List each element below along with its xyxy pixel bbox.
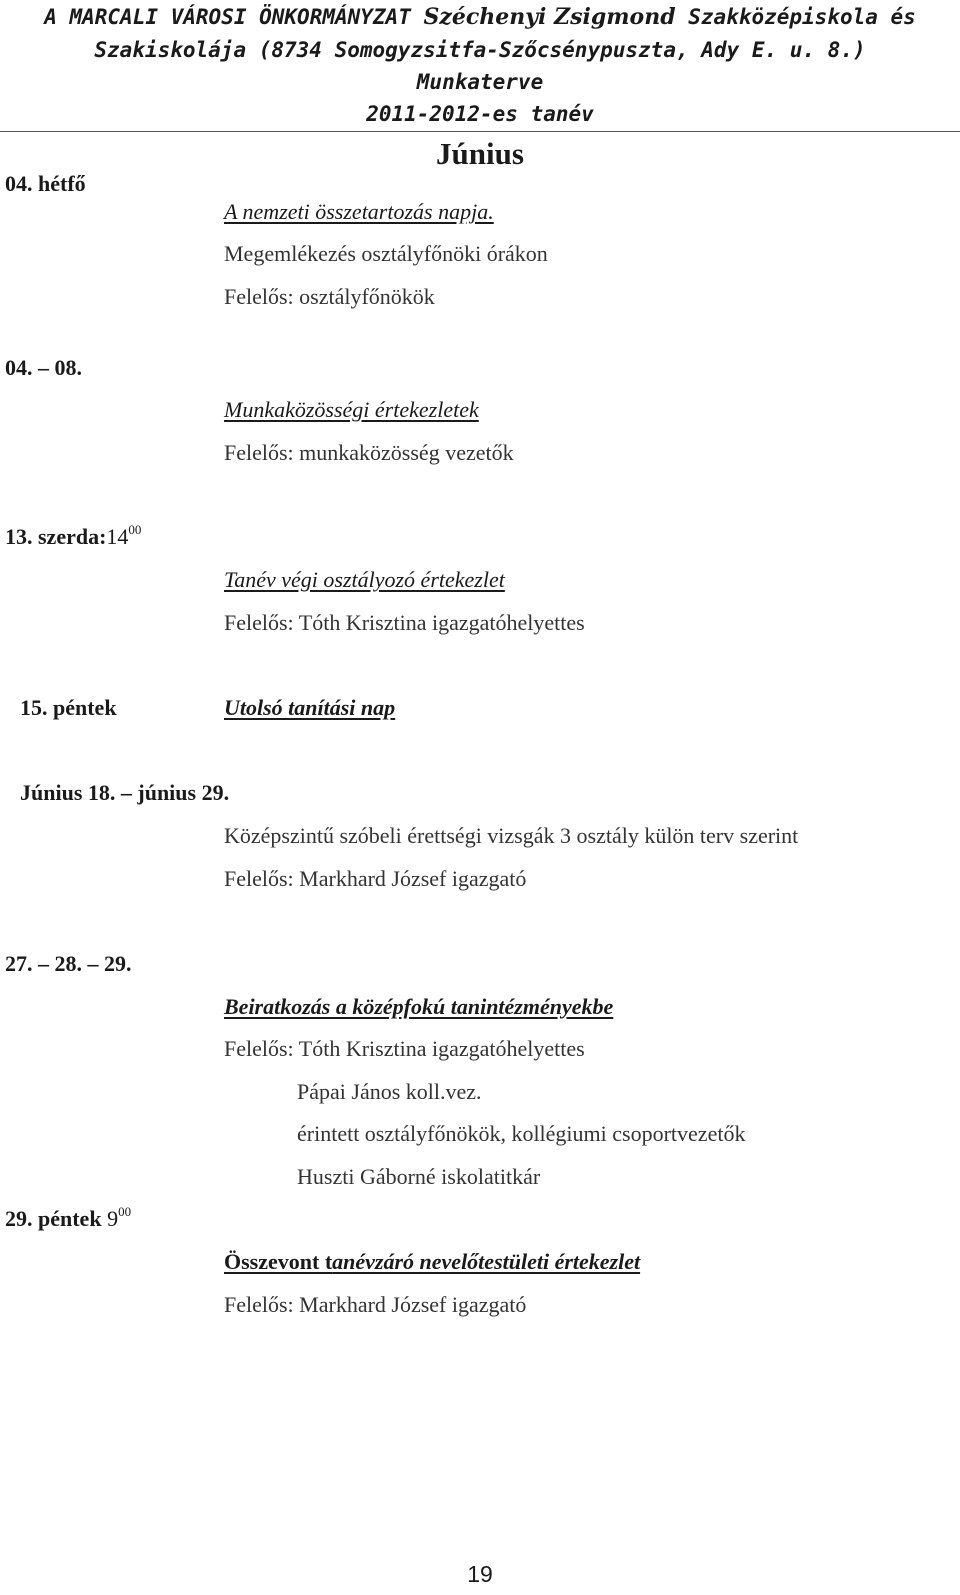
entry-date: 13. $szerda:14^{00}$	[5, 521, 142, 549]
entry-time: 9	[107, 1206, 119, 1231]
header-divider	[0, 131, 960, 132]
entry-time: 14	[106, 524, 129, 549]
entry-title: A nemzeti összetartozás napja.	[224, 199, 494, 224]
header-line-4: 2011-2012-es tanév	[366, 102, 594, 126]
entry-extra-responsible: Huszti Gáborné iskolatitkár	[297, 1164, 541, 1189]
entry-title: Összevont tanévzáró nevelőtestületi értekezlet	[224, 1249, 641, 1274]
entry-date: 04. hétfő	[5, 171, 86, 196]
month-heading: Június	[436, 136, 524, 171]
entry-extra-responsible: Pápai János koll.vez.	[297, 1079, 482, 1104]
header-line-2: Szakiskolája (8734 Somogyzsitfa-Szőcsénypuszta, Ady E. u. 8.)	[94, 38, 866, 62]
entry-responsible: Felelős: Markhard József igazgató	[224, 1292, 527, 1317]
entry-time-sup: 00	[118, 1203, 132, 1219]
entry-responsible: Felelős: Markhard József igazgató	[224, 866, 527, 891]
entry-date: 04. – 08.	[5, 355, 82, 380]
school-name-script: Széchenyi Zsigmond	[423, 4, 676, 30]
entry-responsible: Felelős: osztályfőnökök	[224, 284, 435, 309]
entry-date: 29. péntek $9^{00}$	[5, 1203, 132, 1231]
entry-responsible: Felelős: munkaközösség vezetők	[224, 440, 514, 465]
entry-title: Beiratkozás a középfokú tanintézményekbe	[224, 994, 614, 1019]
entry-responsible: Felelős: Tóth Krisztina igazgatóhelyettes	[224, 610, 585, 635]
entry-line: Középszintű szóbeli érettségi vizsgák 3 osztály külön terv szerint	[224, 823, 799, 848]
page-number: 19	[467, 1561, 493, 1587]
entry-time-sup: 00	[128, 521, 142, 537]
entry-date: 15. péntek	[20, 695, 117, 720]
entry-date: Június 18. – június 29.	[20, 780, 230, 805]
entry-title: Utolsó tanítási nap	[224, 695, 396, 720]
header-line-1: A MARCALI VÁROSI ÖNKORMÁNYZAT Széchenyi Zsigmond Szakközépiskola és	[44, 4, 916, 30]
entry-line: Megemlékezés osztályfőnöki órákon	[224, 241, 548, 266]
entry-title: Tanév végi osztályozó értekezlet	[224, 567, 505, 592]
entry-date: 27. – 28. – 29.	[5, 951, 132, 976]
entry-title: Munkaközösségi értekezletek	[224, 397, 479, 422]
header-line-3: Munkaterve	[416, 70, 544, 94]
entry-extra-responsible: érintett osztályfőnökök, kollégiumi csoportvezetők	[297, 1121, 746, 1146]
entry-responsible: Felelős: Tóth Krisztina igazgatóhelyettes	[224, 1036, 585, 1061]
